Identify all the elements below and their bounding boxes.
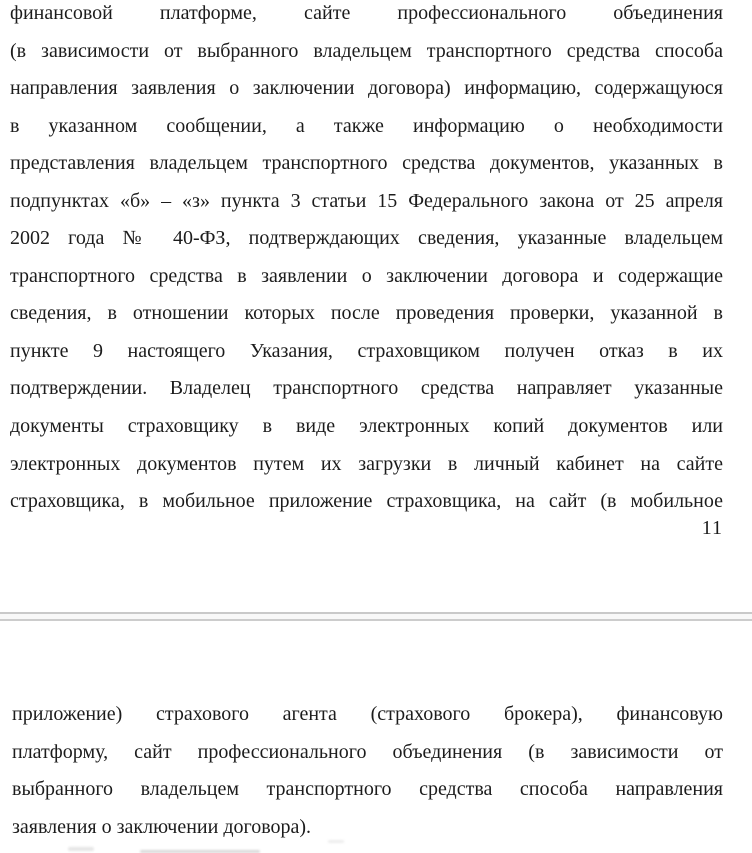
text-line: представления владельцем транспортного средства документов, указанных в [10,152,723,175]
text-line: подтверждении. Владелец транспортного средства направляет указанные [10,377,723,400]
text-line: пункте 9 настоящего Указания, страховщиком получен отказ в их [10,339,723,362]
page-break-separator [0,612,752,621]
text-line: подпунктах «б» – «з» пункта 3 статьи 15 Федерального закона от 25 апреля [10,189,723,212]
text-line: документы страховщику в виде электронных копий документов или [10,415,723,438]
text-line: электронных документов путем их загрузки в личный кабинет на сайте [10,452,723,475]
scan-artifact [328,840,344,843]
text-line: выбранного владельцем транспортного средства способа направления [12,778,723,801]
text-line: финансовой платформе, сайте профессионального объединения [10,2,723,24]
text-line: сведения, в отношении которых после проведения проверки, указанной в [10,302,723,325]
text-line: (в зависимости от выбранного владельцем транспортного средства способа [10,39,723,62]
text-line: направления заявления о заключении договора) информацию, содержащуюся [10,77,723,100]
text-line: заявления о заключении договора). [12,815,312,838]
text-line: 2002 года № 40-ФЗ, подтверждающих сведения, указанные владельцем [10,227,723,250]
page-number: 11 [701,517,723,539]
text-line: в указанном сообщении, а также информацию о необходимости [10,114,723,137]
text-line: приложение) страхового агента (страхового брокера), финансовую [12,703,723,725]
text-line: платформу, сайт профессионального объединения (в зависимости от [12,740,723,763]
scan-artifact [68,847,94,851]
page-12-text-body [12,696,723,846]
text-line: страховщика, в мобильное приложение страховщика, на сайт (в мобильное [10,490,723,513]
text-line: транспортного средства в заявлении о заключении договора и содержащие [10,264,723,287]
page-11-text-body [10,0,723,521]
